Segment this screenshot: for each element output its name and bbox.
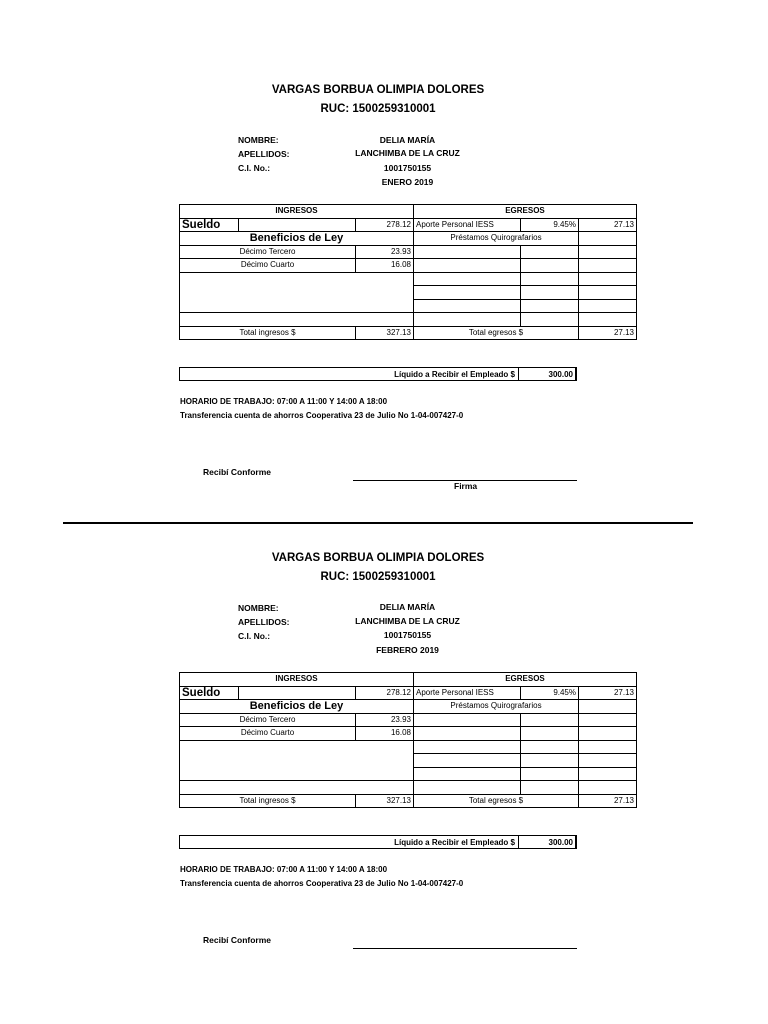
recibi-conforme: Recibí Conforme <box>203 935 272 945</box>
aporte-label: Aporte Personal IESS <box>414 218 521 232</box>
horario-note: HORARIO DE TRABAJO: 07:00 A 11:00 Y 14:00 A 18:00 <box>180 865 388 874</box>
payroll-table <box>179 672 637 808</box>
total-ingresos-label: Total ingresos $ <box>180 326 356 340</box>
signature-line <box>353 948 577 949</box>
prestamos-label: Préstamos Quirografarios <box>414 232 579 246</box>
transferencia-note: Transferencia cuenta de ahorros Cooperativa 23 de Julio No 1-04-007427-0 <box>180 879 464 888</box>
decimo-cuarto-label: Décimo Cuarto <box>180 259 356 273</box>
sueldo-value: 278.12 <box>356 686 414 700</box>
pay-period: FEBRERO 2019 <box>376 645 439 655</box>
sueldo-label: Sueldo <box>180 218 239 232</box>
firma-label: Firma <box>454 481 478 491</box>
total-egresos-value: 27.13 <box>579 326 637 340</box>
beneficios-label: Beneficios de Ley <box>180 700 414 714</box>
decimo-cuarto-label: Décimo Cuarto <box>180 727 356 741</box>
aporte-value: 27.13 <box>579 686 637 700</box>
nombre-label: NOMBRE: <box>238 603 279 613</box>
horario-note: HORARIO DE TRABAJO: 07:00 A 11:00 Y 14:00 A 18:00 <box>180 397 388 406</box>
employee-ci: 1001750155 <box>383 630 432 640</box>
beneficios-label: Beneficios de Ley <box>180 232 414 246</box>
employee-ci: 1001750155 <box>383 163 432 173</box>
company-name: VARGAS BORBUA OLIMPIA DOLORES <box>271 552 485 564</box>
egresos-header: EGRESOS <box>414 205 637 219</box>
aporte-percent: 9.45% <box>521 686 579 700</box>
employee-apellidos: LANCHIMBA DE LA CRUZ <box>355 616 460 626</box>
total-egresos-label: Total egresos $ <box>414 326 579 340</box>
ci-label: C.I. No.: <box>238 163 271 173</box>
apellidos-label: APELLIDOS: <box>238 149 290 159</box>
employee-apellidos: LANCHIMBA DE LA CRUZ <box>355 148 460 158</box>
total-ingresos-value: 327.13 <box>356 794 414 808</box>
transferencia-note: Transferencia cuenta de ahorros Cooperativa 23 de Julio No 1-04-007427-0 <box>180 411 464 420</box>
egresos-header: EGRESOS <box>414 673 637 687</box>
aporte-value: 27.13 <box>579 218 637 232</box>
decimo-tercero-value: 23.93 <box>356 713 414 727</box>
payroll-table <box>179 204 637 340</box>
pay-period: ENERO 2019 <box>381 177 434 187</box>
total-egresos-value: 27.13 <box>579 794 637 808</box>
liquido-label: Líquido a Recibir el Empleado $ <box>394 370 515 379</box>
decimo-tercero-label: Décimo Tercero <box>180 713 356 727</box>
sueldo-label: Sueldo <box>180 686 239 700</box>
ci-label: C.I. No.: <box>238 631 271 641</box>
net-pay-row <box>179 835 577 849</box>
total-egresos-label: Total egresos $ <box>414 794 579 808</box>
employee-nombre: DELIA MARÍA <box>379 602 436 612</box>
slip-divider <box>63 522 693 524</box>
sueldo-value: 278.12 <box>356 218 414 232</box>
ingresos-header: INGRESOS <box>180 205 414 219</box>
company-ruc: RUC: 1500259310001 <box>320 571 436 583</box>
decimo-cuarto-value: 16.08 <box>356 727 414 741</box>
company-ruc: RUC: 1500259310001 <box>320 103 436 115</box>
liquido-value: 300.00 <box>518 835 576 849</box>
apellidos-label: APELLIDOS: <box>238 617 290 627</box>
nombre-label: NOMBRE: <box>238 135 279 145</box>
aporte-percent: 9.45% <box>521 218 579 232</box>
total-ingresos-value: 327.13 <box>356 326 414 340</box>
aporte-label: Aporte Personal IESS <box>414 686 521 700</box>
liquido-value: 300.00 <box>518 367 576 381</box>
employee-nombre: DELIA MARÍA <box>379 135 436 145</box>
liquido-label: Líquido a Recibir el Empleado $ <box>394 838 515 847</box>
net-pay-row <box>179 367 577 381</box>
decimo-tercero-label: Décimo Tercero <box>180 245 356 259</box>
recibi-conforme: Recibí Conforme <box>203 467 272 477</box>
decimo-cuarto-value: 16.08 <box>356 259 414 273</box>
company-name: VARGAS BORBUA OLIMPIA DOLORES <box>271 84 485 96</box>
total-ingresos-label: Total ingresos $ <box>180 794 356 808</box>
prestamos-label: Préstamos Quirografarios <box>414 700 579 714</box>
ingresos-header: INGRESOS <box>180 673 414 687</box>
decimo-tercero-value: 23.93 <box>356 245 414 259</box>
